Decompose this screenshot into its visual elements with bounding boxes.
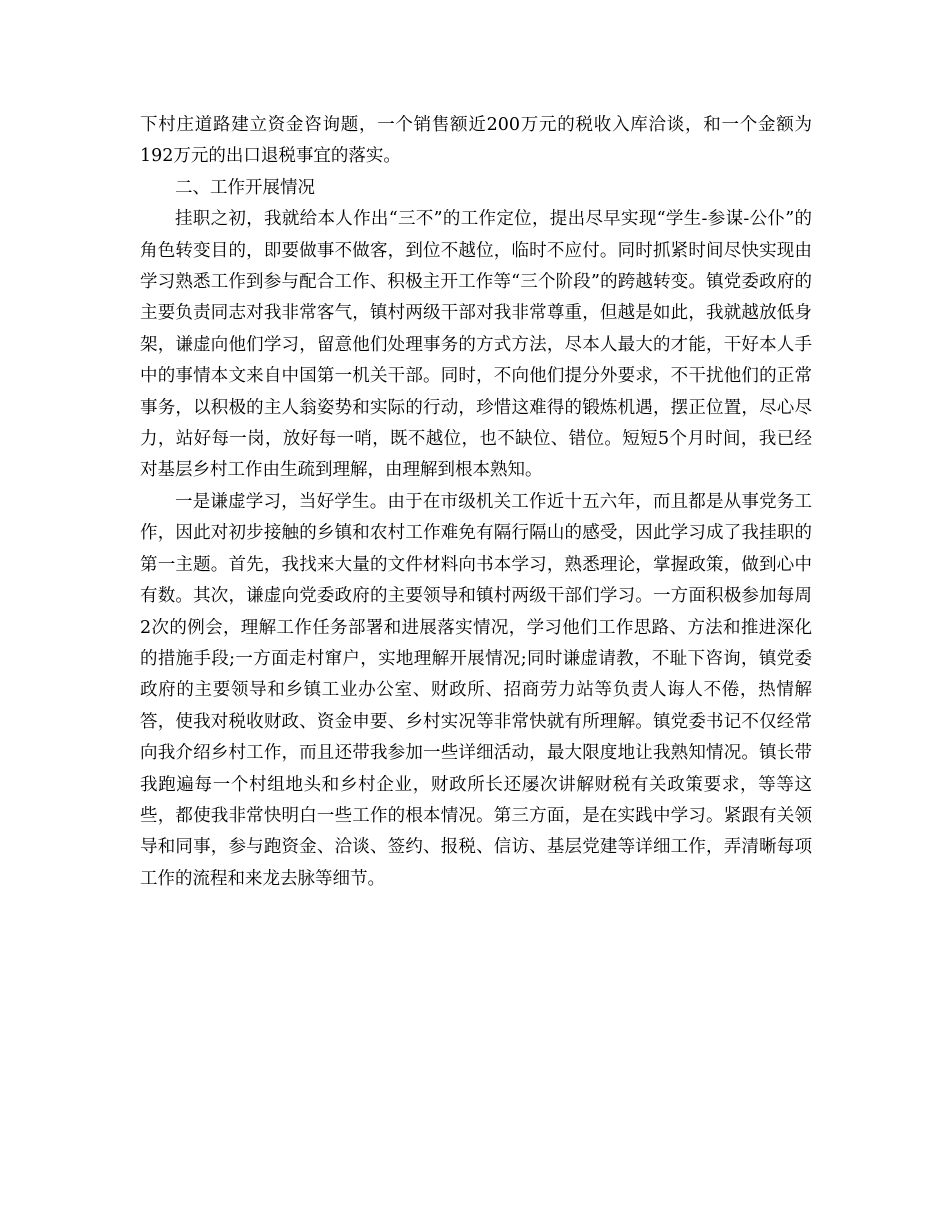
document-body bbox=[140, 110, 812, 895]
paragraph: 一是谦虚学习，当好学生。由于在市级机关工作近十五六年，而且都是从事党务工作，因此对初步接触的乡镇和农村工作难免有隔行隔山的感受，因此学习成了我挂职的第一主题。首先，我找来大量的文件材料向书本学习，熟悉理论，掌握政策，做到心中有数。其次，谦虚向党委政府的主要领导和镇村两级干部们学习。一方面积极参加每周2次的例会，理解工作任务部署和进展落实情况，学习他们工作思路、方法和推进深化的措施手段;一方面走村窜户，实地理解开展情况;同时谦虚请教，不耻下咨询，镇党委政府的主要领导和乡镇工业办公室、财政所、招商劳力站等负责人诲人不倦，热情解答，使我对税收财政、资金申要、乡村实况等非常快就有所理解。镇党委书记不仅经常向我介绍乡村工作，而且还带我参加一些详细活动，最大限度地让我熟知情况。镇长带我跑遍每一个村组地头和乡村企业，财政所长还屡次讲解财税有关政策要求，等等这些，都使我非常快明白一些工作的根本情况。第三方面，是在实践中学习。紧跟有关领导和同事，参与跑资金、洽谈、签约、报税、信访、基层党建等详细工作，弄清晰每项工作的流程和来龙去脉等细节。 bbox=[140, 491, 812, 889]
paragraph: 挂职之初，我就给本人作出“三不”的工作定位，提出尽早实现“学生-参谋-公仆”的角色转变目的，即要做事不做客，到位不越位，临时不应付。同时抓紧时间尽快实现由学习熟悉工作到参与配合工作、积极主开工作等“三个阶段”的跨越转变。镇党委政府的主要负责同志对我非常客气，镇村两级干部对我非常尊重，但越是如此，我就越放低身架，谦虚向他们学习，留意他们处理事务的方式方法，尽本人最大的才能，干好本人手中的事情本文来自中国第一机关干部。同时，不向他们提分外要求，不干扰他们的正常事务，以积极的主人翁姿势和实际的行动，珍惜这难得的锻炼机遇，摆正位置，尽心尽力，站好每一岗，放好每一哨，既不越位，也不缺位、错位。短短5个月时间，我已经对基层乡村工作由生疏到理解，由理解到根本熟知。 bbox=[140, 209, 812, 481]
section-heading: 二、工作开展情况 bbox=[175, 177, 315, 198]
paragraph-continuation: 下村庄道路建立资金咨询题，一个销售额近200万元的税收入库洽谈，和一个金额为192万元的出口退税事宜的落实。 bbox=[140, 115, 812, 167]
